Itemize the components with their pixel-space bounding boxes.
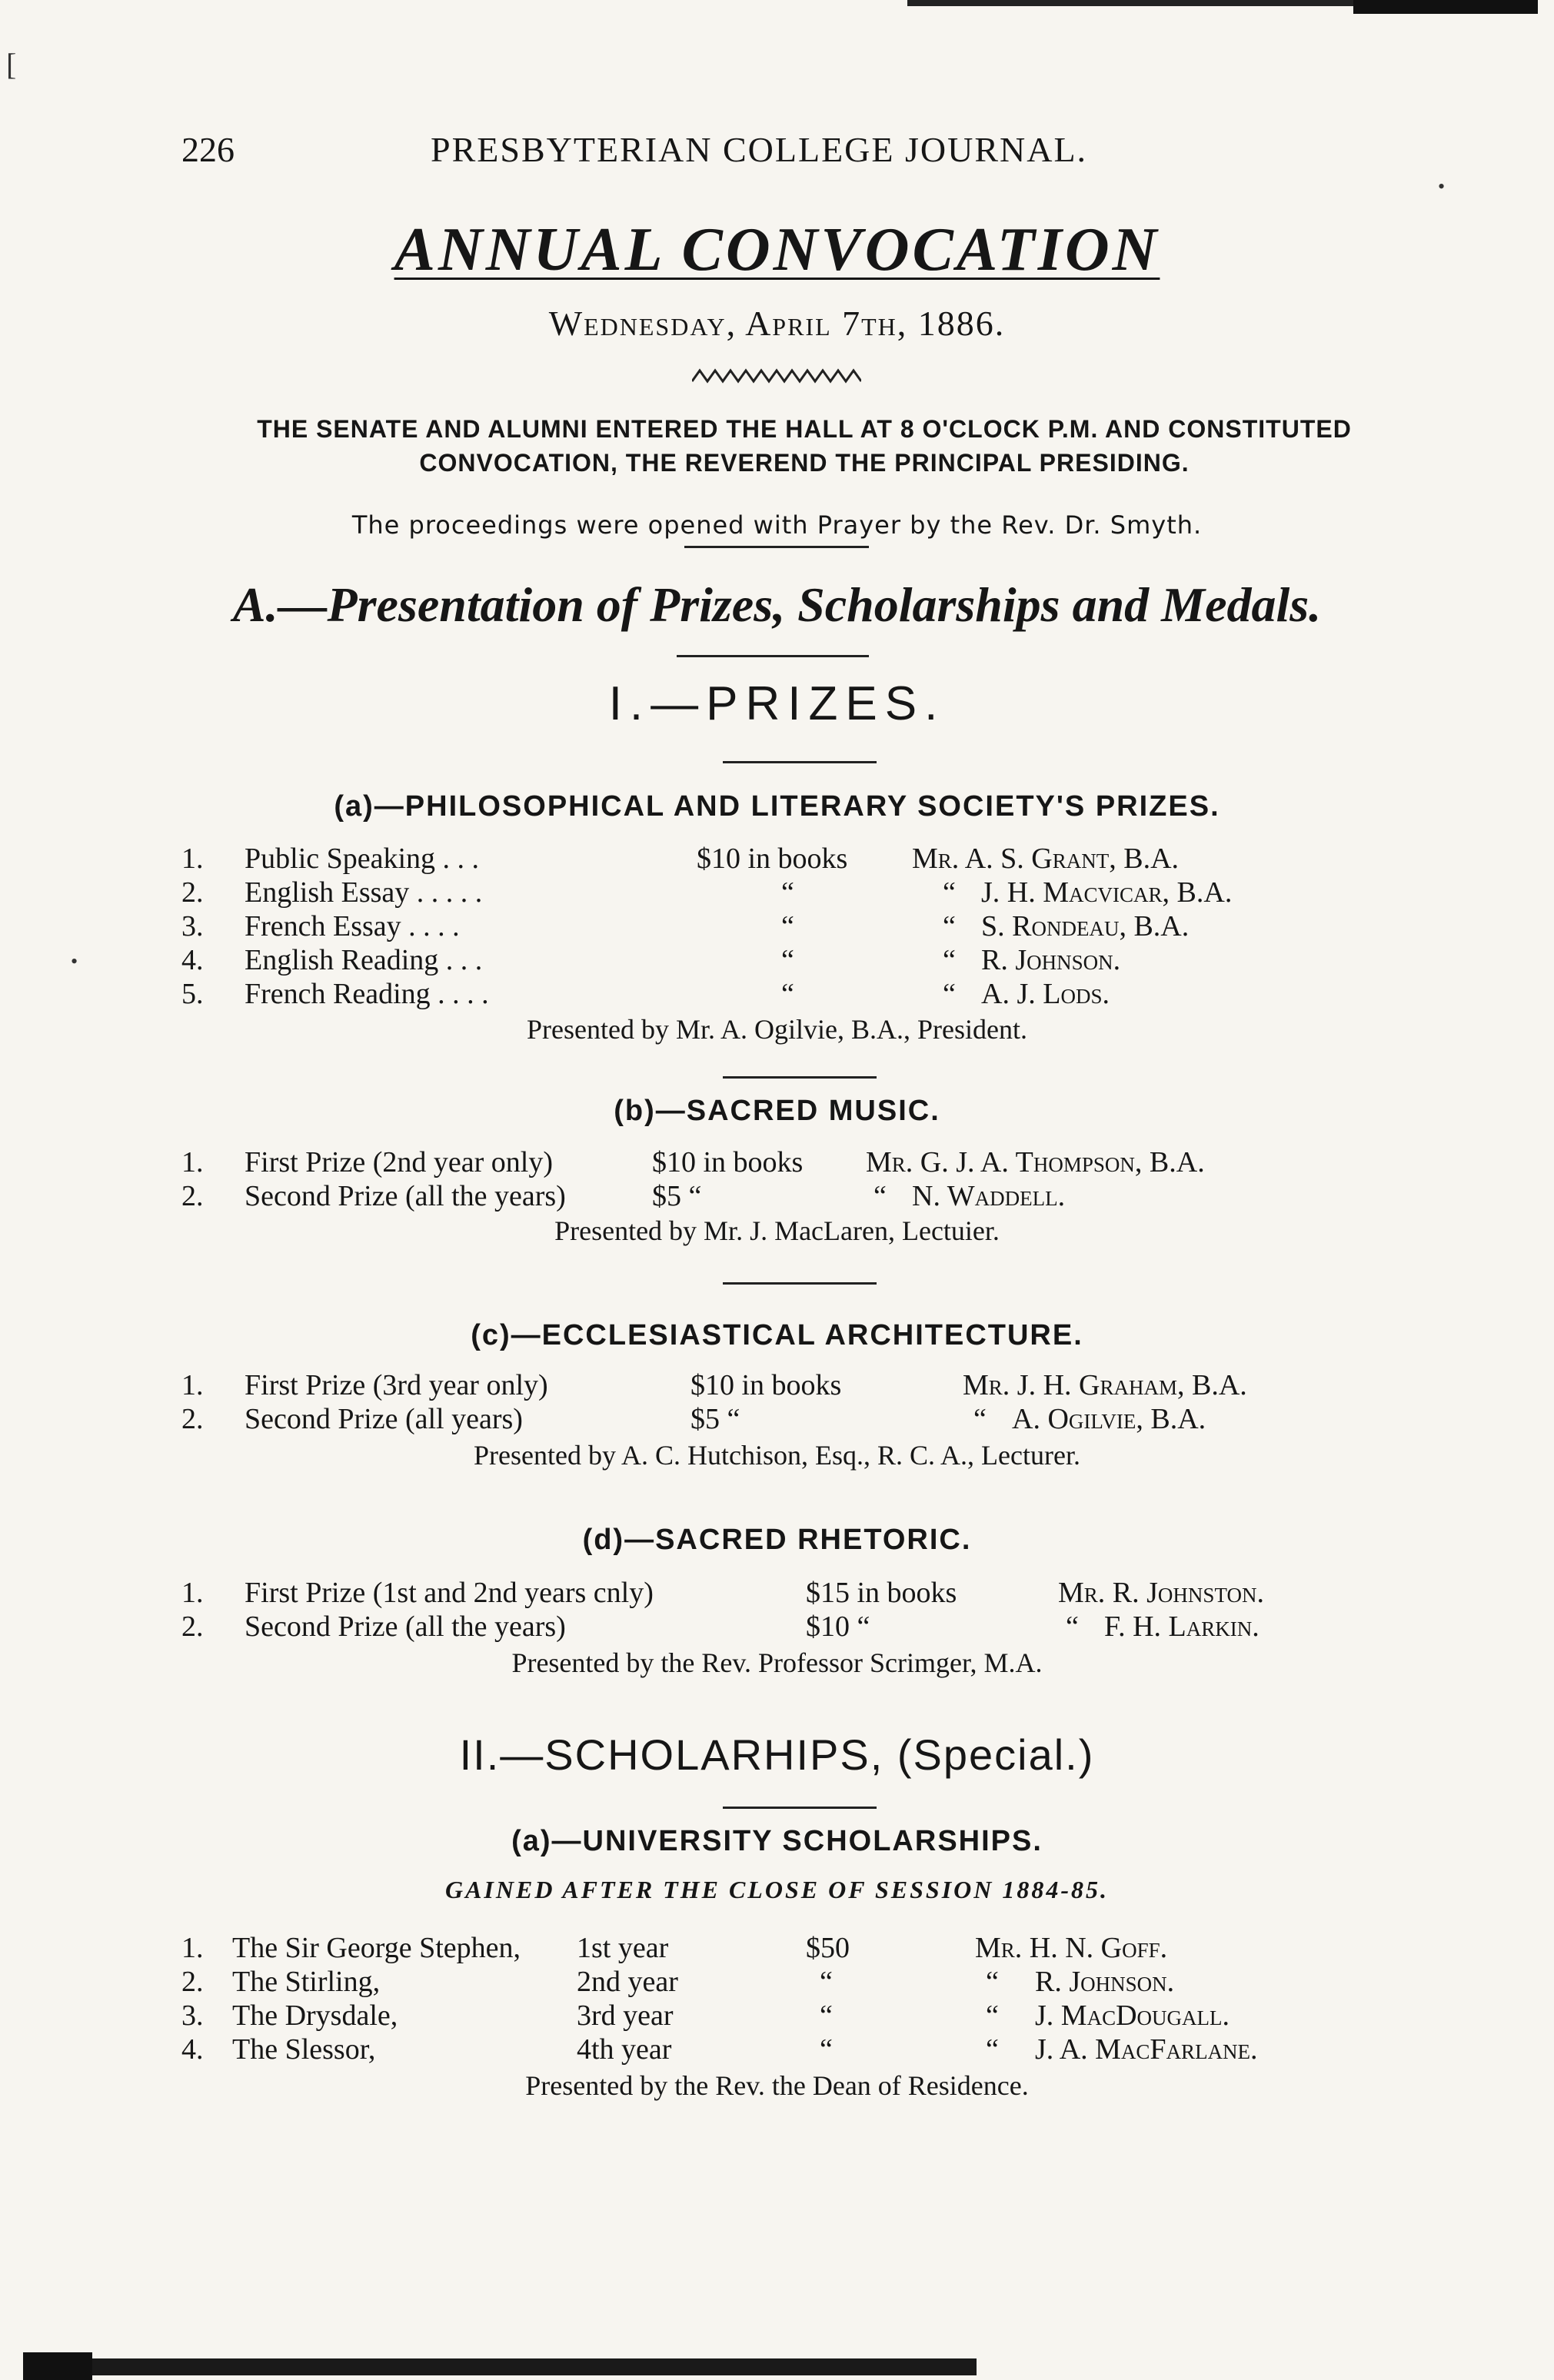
scholarship-amount: “ [820, 1966, 833, 1998]
recipient: J. A. MacFarlane. [1035, 2033, 1258, 2066]
prize-amount: $15 in books [806, 1577, 957, 1609]
prize-amount: “ [781, 944, 794, 976]
date-line: Wednesday, April 7th, 1886. [548, 304, 1006, 343]
scholarships-heading: II.—SCHOLARHIPS, (Special.) [459, 1730, 1095, 1779]
row-number: 1. [181, 1146, 204, 1178]
ditto-mark: “ [943, 978, 956, 1010]
ditto-mark: “ [943, 876, 956, 909]
prize-name: Second Prize (all the years) [245, 1180, 566, 1212]
opening-note: The proceedings were opened with Prayer by the Rev. Dr. Smyth. [351, 510, 1203, 540]
divider [723, 1282, 877, 1285]
divider [723, 1076, 877, 1079]
prize-name: Second Prize (all years) [245, 1403, 523, 1435]
prize-amount: “ [781, 978, 794, 1010]
scholarship-year: 1st year [577, 1932, 669, 1964]
scholarship-amount: “ [820, 1999, 833, 2032]
divider [684, 546, 869, 548]
ditto-mark: “ [874, 1180, 887, 1212]
recipient: A. J. Lods. [981, 978, 1110, 1010]
presented-by: Presented by the Rev. the Dean of Residence. [525, 2070, 1029, 2101]
prize-amount: $5 “ [652, 1180, 702, 1212]
row-number: 1. [181, 1932, 204, 1964]
recipient: F. H. Larkin. [1104, 1610, 1260, 1643]
divider [723, 761, 877, 763]
prize-name: First Prize (2nd year only) [245, 1146, 554, 1178]
recipient: R. Johnson. [981, 944, 1121, 976]
presented-by: Presented by A. C. Hutchison, Esq., R. C. A., Lecturer. [474, 1440, 1080, 1471]
row-number: 5. [181, 978, 204, 1010]
scholarship-year: 4th year [577, 2033, 672, 2066]
page-number: 226 [181, 130, 235, 169]
ditto-mark: “ [986, 1999, 999, 2032]
scholarship-name: The Sir George Stephen, [232, 1932, 521, 1964]
row-number: 3. [181, 1999, 204, 2032]
running-title: PRESBYTERIAN COLLEGE JOURNAL. [431, 130, 1088, 169]
presented-by: Presented by Mr. A. Ogilvie, B.A., President. [527, 1014, 1027, 1045]
row-number: 1. [181, 843, 204, 875]
recipient: S. Rondeau, B.A. [981, 910, 1190, 942]
rhetoric-heading: (d)—SACRED RHETORIC. [582, 1524, 972, 1556]
wavy-ornament [692, 366, 861, 386]
section-a-heading: A.—Presentation of Prizes, Scholarships and Medals. [232, 577, 1322, 632]
divider [723, 1807, 877, 1809]
scholarship-name: The Stirling, [232, 1966, 381, 1998]
presented-by: Presented by the Rev. Professor Scrimger, M.A. [511, 1647, 1043, 1678]
recipient: J. MacDougall. [1035, 1999, 1230, 2032]
ditto-mark: “ [986, 2033, 999, 2066]
scholarship-name: The Slessor, [232, 2033, 376, 2066]
divider [677, 655, 869, 657]
prize-amount: “ [781, 910, 794, 942]
prize-name: First Prize (1st and 2nd years cnly) [245, 1577, 654, 1609]
ditto-mark: “ [973, 1403, 987, 1435]
row-number: 2. [181, 876, 204, 909]
row-number: 1. [181, 1577, 204, 1609]
presented-by: Presented by Mr. J. MacLaren, Lectuier. [554, 1215, 1000, 1246]
prize-name: English Essay . . . . . [245, 876, 483, 909]
scholarship-year: 3rd year [577, 1999, 674, 2032]
prize-name: English Reading . . . [245, 944, 483, 976]
prize-amount: $10 in books [697, 843, 848, 875]
scholarship-amount: $50 [806, 1932, 850, 1964]
recipient: A. Ogilvie, B.A. [1012, 1403, 1206, 1435]
scan-edge-bar [23, 2358, 977, 2375]
intro-paragraph: THE SENATE AND ALUMNI ENTERED THE HALL AT 8 O'CLOCK P.M. AND CONSTITUTED CONVOCATION, THE REVEREND THE PRINCIPAL PRESIDING. [257, 415, 1352, 477]
architecture-heading: (c)—ECCLESIASTICAL ARCHITECTURE. [471, 1319, 1083, 1351]
page-title: ANNUAL CONVOCATION [394, 216, 1160, 284]
music-heading: (b)—SACRED MUSIC. [614, 1095, 940, 1127]
row-number: 1. [181, 1369, 204, 1401]
scan-mark: [ [6, 47, 17, 81]
row-number: 4. [181, 944, 204, 976]
prize-name: French Reading . . . . [245, 978, 489, 1010]
row-number: 2. [181, 1966, 204, 1998]
prize-amount: “ [781, 876, 794, 909]
recipient: Mr. G. J. A. Thompson, B.A. [866, 1146, 1205, 1178]
scholarship-year: 2nd year [577, 1966, 678, 1998]
prize-amount: $5 “ [690, 1403, 740, 1435]
recipient: N. Waddell. [912, 1180, 1066, 1212]
scholarship-amount: “ [820, 2033, 833, 2066]
prize-amount: $10 in books [652, 1146, 804, 1178]
row-number: 2. [181, 1180, 204, 1212]
recipient: R. Johnson. [1035, 1966, 1175, 1998]
ditto-mark: “ [1066, 1610, 1079, 1643]
row-number: 2. [181, 1403, 204, 1435]
row-number: 3. [181, 910, 204, 942]
ditto-mark: “ [943, 910, 956, 942]
scan-mark: • [71, 950, 78, 972]
recipient: J. H. Macvicar, B.A. [981, 876, 1233, 909]
prize-amount: $10 “ [806, 1610, 870, 1643]
scan-edge-bar [23, 2352, 92, 2380]
recipient: Mr. A. S. Grant, B.A. [912, 843, 1180, 875]
recipient: Mr. J. H. Graham, B.A. [963, 1369, 1247, 1401]
recipient: Mr. H. N. Goff. [975, 1932, 1168, 1964]
scan-mark: • [1438, 175, 1446, 198]
prize-name: French Essay . . . . [245, 910, 460, 942]
scan-edge-bar [1353, 0, 1538, 14]
ditto-mark: “ [986, 1966, 999, 1998]
university-heading: (a)—UNIVERSITY SCHOLARSHIPS. [511, 1825, 1043, 1857]
row-number: 4. [181, 2033, 204, 2066]
scholarship-name: The Drysdale, [232, 1999, 398, 2032]
prize-name: Public Speaking . . . [245, 843, 480, 875]
prize-name: First Prize (3rd year only) [245, 1369, 548, 1401]
prize-amount: $10 in books [690, 1369, 842, 1401]
recipient: Mr. R. Johnston. [1058, 1577, 1264, 1609]
session-subheading: GAINED AFTER THE CLOSE OF SESSION 1884-85. [444, 1876, 1110, 1903]
prize-name: Second Prize (all the years) [245, 1610, 566, 1643]
ditto-mark: “ [943, 944, 956, 976]
row-number: 2. [181, 1610, 204, 1643]
philosophical-heading: (a)—PHILOSOPHICAL AND LITERARY SOCIETY'S PRIZES. [334, 790, 1220, 823]
prizes-heading: I.—PRIZES. [608, 677, 946, 730]
